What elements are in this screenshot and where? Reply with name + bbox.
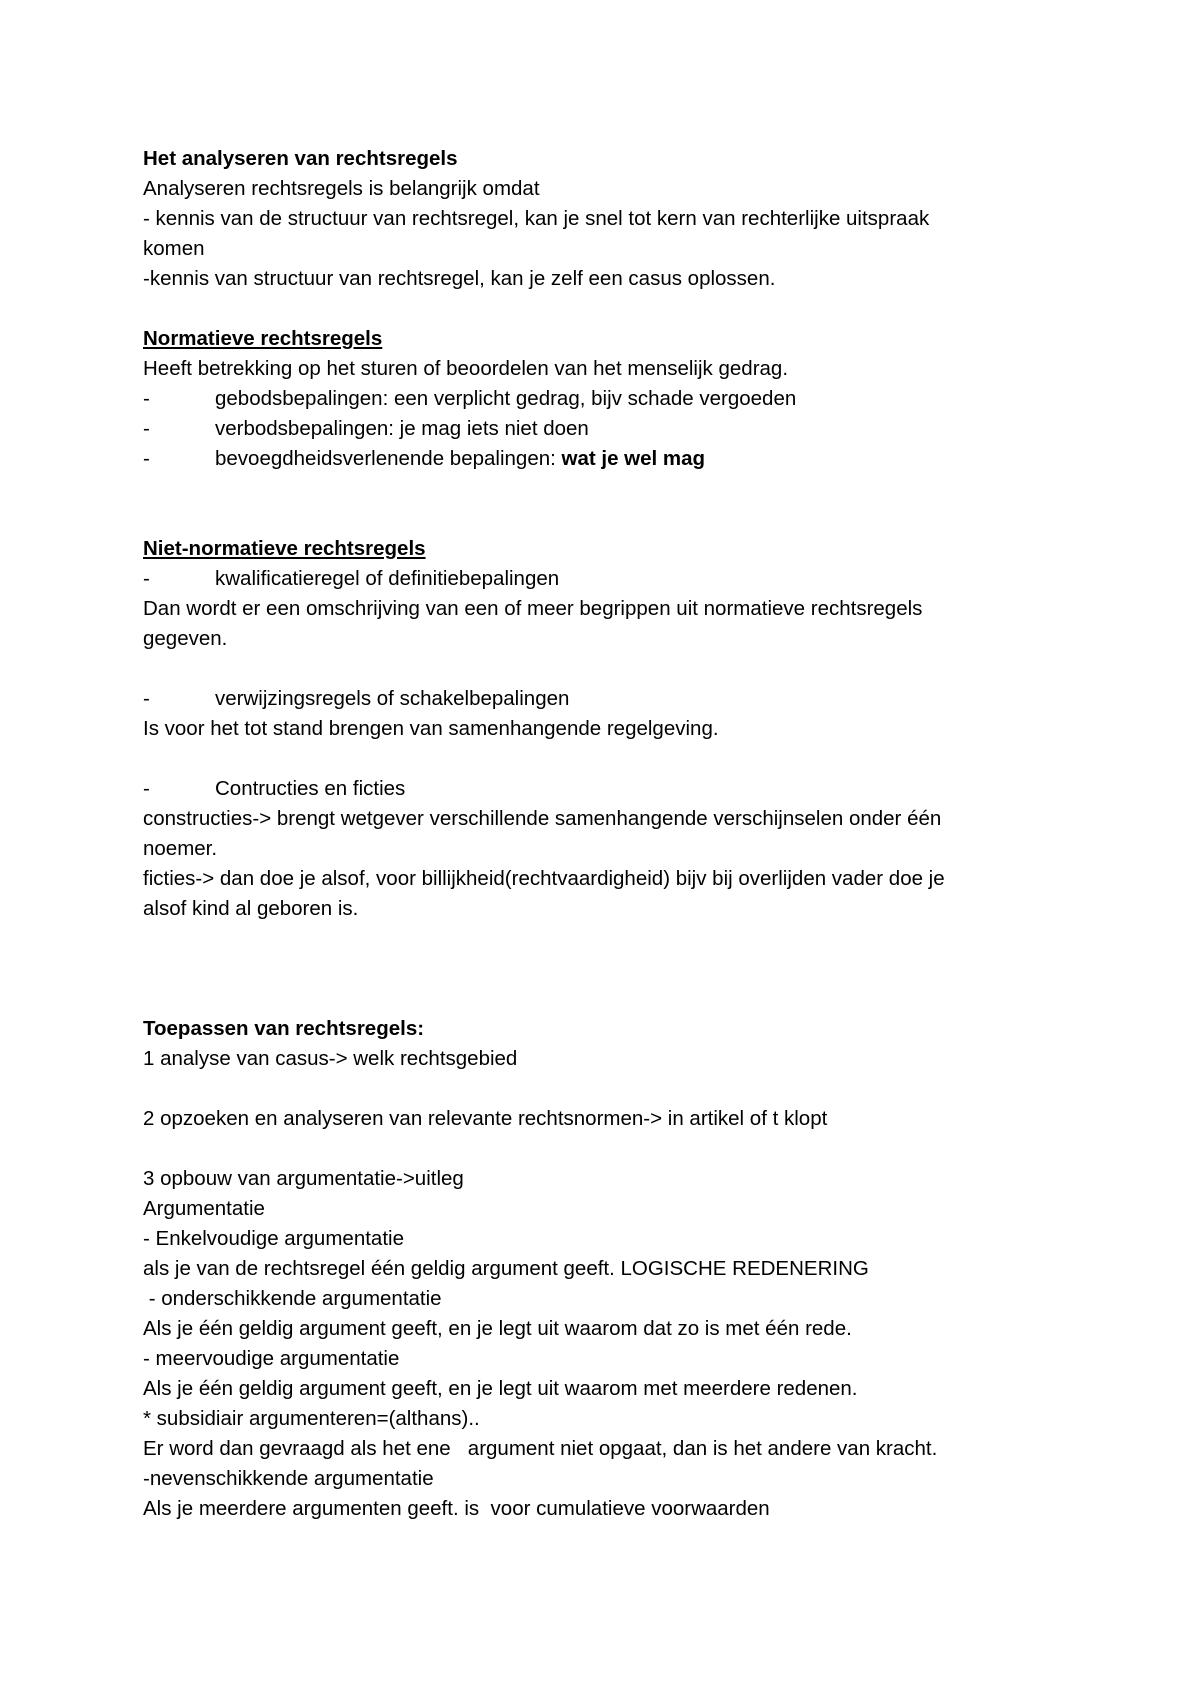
list-item-text: verwijzingsregels of schakelbepalingen bbox=[215, 687, 570, 710]
text-line: komen bbox=[143, 237, 205, 260]
spacer bbox=[143, 1074, 1073, 1104]
dash-marker: - bbox=[143, 387, 150, 410]
list-item bbox=[143, 684, 1073, 714]
section-heading-analyseren: Het analyseren van rechtsregels bbox=[143, 147, 458, 170]
list-item-text: gebodsbepalingen: een verplicht gedrag, bijv schade vergoeden bbox=[215, 387, 797, 410]
text-line: -nevenschikkende argumentatie bbox=[143, 1467, 434, 1490]
text-line: gegeven. bbox=[143, 627, 228, 650]
list-item-text: verbodsbepalingen: je mag iets niet doen bbox=[215, 417, 589, 440]
text-line: Heeft betrekking op het sturen of beoordelen van het menselijk gedrag. bbox=[143, 357, 789, 380]
dash-marker: - bbox=[143, 687, 150, 710]
text-line: Argumentatie bbox=[143, 1197, 265, 1220]
list-item-text: Contructies en ficties bbox=[215, 777, 406, 800]
list-item bbox=[143, 384, 1073, 414]
text-line: - kennis van de structuur van rechtsregel, kan je snel tot kern van rechterlijke uitspraak bbox=[143, 207, 930, 230]
text-line: Als je één geldig argument geeft, en je legt uit waarom dat zo is met één rede. bbox=[143, 1317, 852, 1340]
text-line: Dan wordt er een omschrijving van een of meer begrippen uit normatieve rechtsregels bbox=[143, 597, 923, 620]
spacer bbox=[143, 984, 1073, 1014]
spacer bbox=[143, 294, 1073, 324]
section-heading-niet-normatieve: Niet-normatieve rechtsregels bbox=[143, 537, 426, 560]
text-line: constructies-> brengt wetgever verschillende samenhangende verschijnselen onder één bbox=[143, 807, 942, 830]
spacer bbox=[143, 474, 1073, 504]
spacer bbox=[143, 654, 1073, 684]
text-line: -kennis van structuur van rechtsregel, kan je zelf een casus oplossen. bbox=[143, 267, 776, 290]
spacer bbox=[143, 744, 1073, 774]
text-line: - onderschikkende argumentatie bbox=[143, 1287, 442, 1310]
text-line: noemer. bbox=[143, 837, 218, 860]
list-item-text-bold: wat je wel mag bbox=[561, 447, 706, 470]
step-line: 1 analyse van casus-> welk rechtsgebied bbox=[143, 1047, 518, 1070]
step-line: 3 opbouw van argumentatie->uitleg bbox=[143, 1167, 464, 1190]
spacer bbox=[143, 924, 1073, 954]
list-item-text: kwalificatieregel of definitiebepalingen bbox=[215, 567, 560, 590]
text-line: - Enkelvoudige argumentatie bbox=[143, 1227, 404, 1250]
list-item bbox=[143, 564, 1073, 594]
section-heading-normatieve: Normatieve rechtsregels bbox=[143, 327, 383, 350]
text-line: alsof kind al geboren is. bbox=[143, 897, 359, 920]
text-line: Er word dan gevraagd als het ene argument niet opgaat, dan is het andere van kracht. bbox=[143, 1437, 938, 1460]
list-item bbox=[143, 444, 1073, 474]
text-line: Analyseren rechtsregels is belangrijk omdat bbox=[143, 177, 540, 200]
text-line: - meervoudige argumentatie bbox=[143, 1347, 400, 1370]
list-item bbox=[143, 414, 1073, 444]
step-line: 2 opzoeken en analyseren van relevante rechtsnormen-> in artikel of t klopt bbox=[143, 1107, 828, 1130]
list-item-text-plain: bevoegdheidsverlenende bepalingen: bbox=[215, 447, 562, 470]
dash-marker: - bbox=[143, 567, 150, 590]
list-item bbox=[143, 774, 1073, 804]
text-line: ficties-> dan doe je alsof, voor billijkheid(rechtvaardigheid) bijv bij overlijden vader doe je bbox=[143, 867, 945, 890]
dash-marker: - bbox=[143, 777, 150, 800]
spacer bbox=[143, 504, 1073, 534]
spacer bbox=[143, 954, 1073, 984]
spacer bbox=[143, 1134, 1073, 1164]
text-line: * subsidiair argumenteren=(althans).. bbox=[143, 1407, 480, 1430]
text-line: Is voor het tot stand brengen van samenhangende regelgeving. bbox=[143, 717, 719, 740]
dash-marker: - bbox=[143, 447, 150, 470]
document-body bbox=[143, 144, 1073, 1524]
list-item-text bbox=[215, 444, 705, 474]
text-line: Als je meerdere argumenten geeft. is voor cumulatieve voorwaarden bbox=[143, 1497, 770, 1520]
dash-marker: - bbox=[143, 417, 150, 440]
section-heading-toepassen: Toepassen van rechtsregels: bbox=[143, 1017, 425, 1040]
text-line: als je van de rechtsregel één geldig argument geeft. LOGISCHE REDENERING bbox=[143, 1257, 869, 1280]
text-line: Als je één geldig argument geeft, en je legt uit waarom met meerdere redenen. bbox=[143, 1377, 858, 1400]
